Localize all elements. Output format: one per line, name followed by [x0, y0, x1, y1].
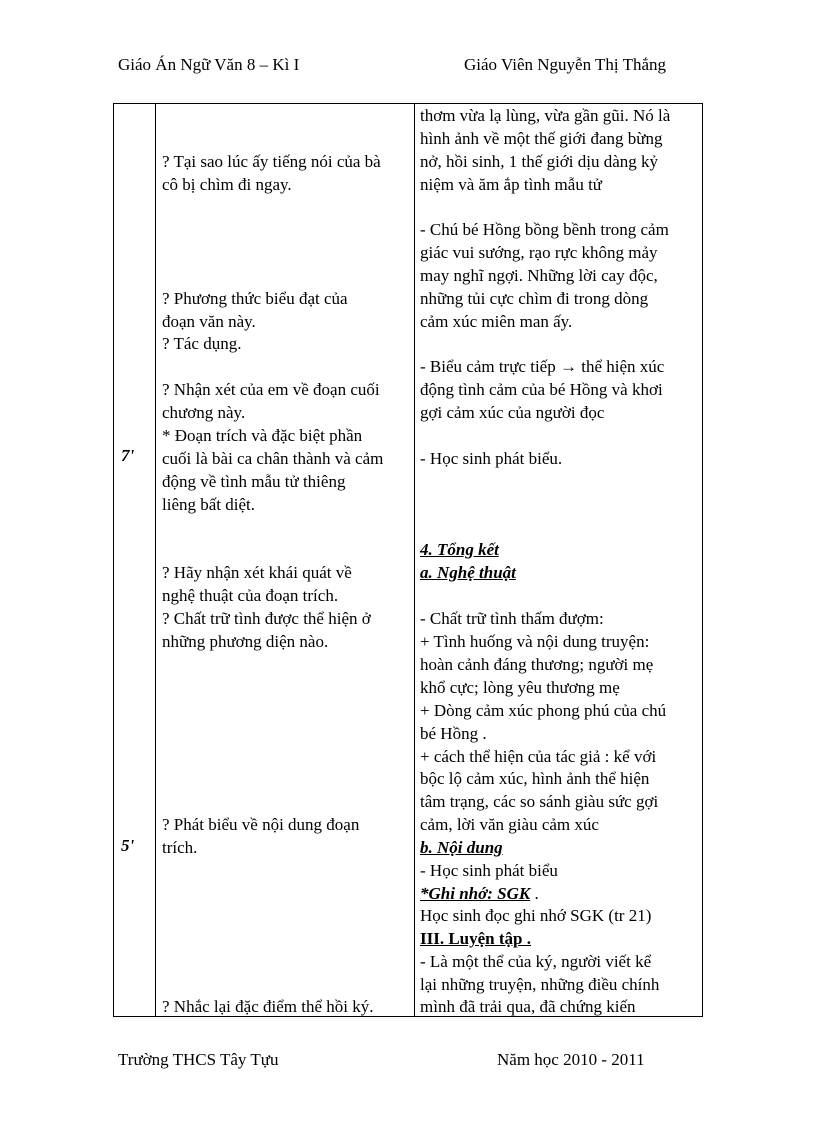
question-line: ? Hãy nhận xét khái quát về [162, 563, 352, 582]
header-lesson-title: Giáo Án Ngữ Văn 8 – Kì I [118, 55, 300, 74]
answer-line: nở, hồi sinh, 1 thế giới dịu dàng kỷ [420, 152, 659, 171]
answer-line: - Học sinh phát biểu. [420, 449, 563, 468]
question-line: đoạn văn này. [162, 312, 256, 331]
answer-line: niệm và ăm ắp tình mẫu tử [420, 175, 603, 194]
question-line: ? Phát biểu về nội dung đoạn [162, 815, 360, 834]
question-line: ? Nhận xét của em về đoạn cuối [162, 380, 380, 399]
question-line: ? Phương thức biểu đạt của [162, 289, 348, 308]
answer-line: - Chú bé Hồng bồng bềnh trong cảm [420, 220, 669, 239]
answer-line: hoàn cảnh đáng thương; người mẹ [420, 655, 654, 674]
answer-line: + Dòng cảm xúc phong phú của chú [420, 701, 667, 720]
column-divider-time [155, 104, 156, 1016]
section-heading-practice: III. Luyện tập [420, 929, 523, 948]
practice-line [420, 928, 531, 951]
question-line: cuối là bài ca chân thành và cảm [162, 449, 384, 468]
question-line: động về tình mẫu tử thiêng [162, 472, 346, 491]
remember-line [420, 883, 539, 906]
answer-line: cảm xúc miên man ấy. [420, 312, 573, 331]
question-line: ? Nhắc lại đặc điểm thể hồi ký. [162, 997, 374, 1016]
answer-line: những tủi cực chìm đi trong dòng [420, 289, 649, 308]
question-line: * Đoạn trích và đặc biệt phần [162, 426, 363, 445]
answer-line: Học sinh đọc ghi nhớ SGK (tr 21) [420, 906, 652, 925]
answer-line: mình đã trải qua, đã chứng kiến [420, 997, 636, 1016]
footer-school-year: Năm học 2010 - 2011 [497, 1050, 645, 1069]
question-line: trích. [162, 838, 198, 857]
answer-line: khổ cực; lòng yêu thương mẹ [420, 678, 620, 697]
time-marker: 7' [121, 446, 135, 465]
answer-line: + Tình huống và nội dung truyện: [420, 632, 650, 651]
answer-line: - Học sinh phát biểu [420, 861, 558, 880]
question-line: ? Tại sao lúc ấy tiếng nói của bà [162, 152, 381, 171]
answer-line: - Biểu cảm trực tiếp → thể hiện xúc [420, 357, 665, 376]
practice-period: . [522, 929, 532, 948]
question-line: ? Chất trữ tình được thể hiện ở [162, 609, 371, 628]
lesson-table [113, 103, 703, 1017]
column-divider-content [414, 104, 415, 1016]
remember-label: *Ghi nhớ: SGK [420, 884, 531, 903]
question-line: chương này. [162, 403, 246, 422]
answer-line: - Chất trữ tình thấm đượm: [420, 609, 604, 628]
answer-line: thơm vừa lạ lùng, vừa gần gũi. Nó là [420, 106, 671, 125]
question-line: nghệ thuật của đoạn trích. [162, 586, 339, 605]
answer-line: cảm, lời văn giàu cảm xúc [420, 815, 599, 834]
answer-line: may nghĩ ngợi. Những lời cay độc, [420, 266, 658, 285]
answer-line: + cách thể hiện của tác giả : kể với [420, 747, 657, 766]
answer-line: giác vui sướng, rạo rực không mảy [420, 243, 658, 262]
answer-line: động tình cảm của bé Hồng và khơi [420, 380, 663, 399]
answer-line: - Là một thể của ký, người viết kể [420, 952, 652, 971]
time-marker: 5' [121, 836, 135, 855]
subheading-content: b. Nội dung [420, 838, 503, 857]
header-teacher-name: Giáo Viên Nguyễn Thị Thắng [464, 55, 667, 74]
question-line: những phương diện nào. [162, 632, 329, 651]
answer-line: gợi cảm xúc của người đọc [420, 403, 605, 422]
answer-line: lại những truyện, những điều chính [420, 975, 660, 994]
footer-school-name: Trường THCS Tây Tựu [118, 1050, 279, 1069]
answer-line: bộc lộ cảm xúc, hình ảnh thể hiện [420, 769, 650, 788]
question-line: cô bị chìm đi ngay. [162, 175, 292, 194]
question-line: liêng bất diệt. [162, 495, 256, 514]
question-line: ? Tác dụng. [162, 334, 242, 353]
answer-line: tâm trạng, các so sánh giàu sức gợi [420, 792, 659, 811]
answer-line: hình ảnh về một thế giới đang bừng [420, 129, 663, 148]
remember-period: . [530, 884, 539, 903]
section-heading-summary: 4. Tổng kết [420, 540, 499, 559]
subheading-art: a. Nghệ thuật [420, 563, 516, 582]
answer-line: bé Hồng . [420, 724, 487, 743]
